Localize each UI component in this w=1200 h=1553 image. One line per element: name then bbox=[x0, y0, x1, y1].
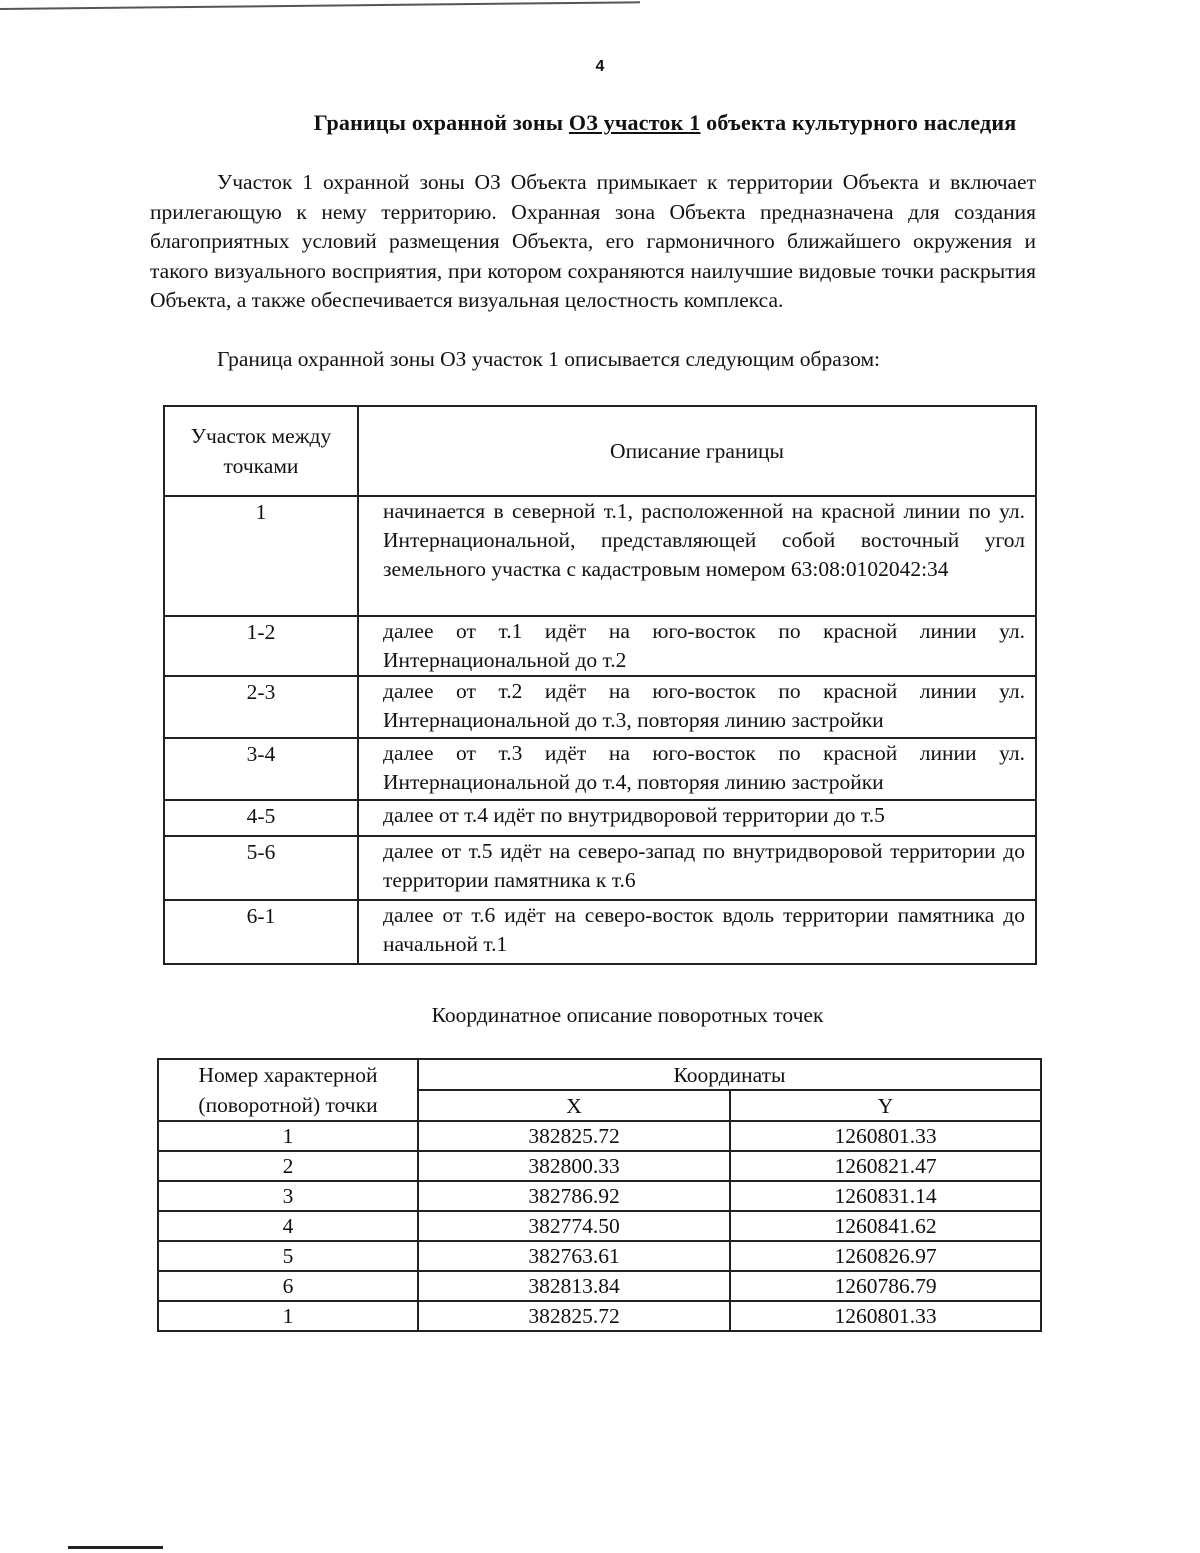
segment-cell: 2-3 bbox=[164, 676, 358, 738]
table-row bbox=[158, 1271, 1041, 1301]
table-row bbox=[158, 1241, 1041, 1271]
y-cell: 1260821.47 bbox=[730, 1151, 1041, 1181]
title-underlined: ОЗ участок 1 bbox=[568, 110, 701, 135]
title-part-2: объекта культурного наследия bbox=[700, 110, 1017, 135]
table-row bbox=[164, 836, 1036, 900]
y-header: Y bbox=[730, 1090, 1041, 1121]
boundary-table bbox=[163, 405, 1037, 965]
point-cell: 3 bbox=[158, 1181, 418, 1211]
coordinates-table bbox=[157, 1058, 1042, 1332]
segment-cell: 3-4 bbox=[164, 738, 358, 800]
y-cell: 1260826.97 bbox=[730, 1241, 1041, 1271]
table-row bbox=[158, 1151, 1041, 1181]
description-cell: далее от т.1 идёт на юго-восток по красной линии ул. Интернациональной до т.2 bbox=[358, 616, 1036, 676]
coordinates-header: Координаты bbox=[418, 1059, 1041, 1090]
table-row bbox=[164, 800, 1036, 836]
description-cell: далее от т.4 идёт по внутридворовой территории до т.5 bbox=[358, 800, 1036, 836]
table-row bbox=[164, 616, 1036, 676]
description-paragraph: Участок 1 охранной зоны ОЗ Объекта примыкает к территории Объекта и включает прилегающую к нему территорию. Охранная зона Объекта предназначена для создания благоприятных условий размещения Объекта, его гармоничного ближайшего окружения и такого визуального восприятия, при котором сохраняются наилучшие видовые точки раскрытия Объекта, а также обеспечивается визуальная целостность комплекса. bbox=[150, 170, 1036, 312]
x-cell: 382825.72 bbox=[418, 1121, 730, 1151]
description-cell: далее от т.2 идёт на юго-восток по красной линии ул. Интернациональной до т.3, повторяя линию застройки bbox=[358, 676, 1036, 738]
segment-cell: 1-2 bbox=[164, 616, 358, 676]
segment-cell: 5-6 bbox=[164, 836, 358, 900]
segment-cell: 4-5 bbox=[164, 800, 358, 836]
table-row bbox=[164, 738, 1036, 800]
table-row bbox=[164, 676, 1036, 738]
point-cell: 5 bbox=[158, 1241, 418, 1271]
y-cell: 1260831.14 bbox=[730, 1181, 1041, 1211]
table-row bbox=[164, 900, 1036, 964]
description-header: Описание границы bbox=[358, 406, 1036, 496]
x-cell: 382800.33 bbox=[418, 1151, 730, 1181]
point-cell: 1 bbox=[158, 1121, 418, 1151]
x-cell: 382774.50 bbox=[418, 1211, 730, 1241]
table-row bbox=[164, 496, 1036, 616]
scan-edge-line bbox=[68, 1546, 163, 1549]
description-cell: начинается в северной т.1, расположенной на красной линии по ул. Интернациональной, представляющей собой восточный угол земельного участка с кадастровым номером 63:08:0102042:34 bbox=[358, 496, 1036, 616]
segment-header: Участок между точками bbox=[164, 406, 358, 496]
title-part-1: Границы охранной зоны bbox=[313, 110, 569, 135]
point-header: Номер характерной (поворотной) точки bbox=[158, 1059, 418, 1121]
scan-edge-line bbox=[0, 1, 640, 10]
page-number: 4 bbox=[595, 58, 605, 75]
segment-cell: 1 bbox=[164, 496, 358, 616]
y-cell: 1260786.79 bbox=[730, 1271, 1041, 1301]
page-title bbox=[150, 110, 1180, 136]
y-cell: 1260801.33 bbox=[730, 1301, 1041, 1331]
coordinates-header-row bbox=[158, 1059, 1041, 1090]
description-cell: далее от т.3 идёт на юго-восток по красной линии ул. Интернациональной до т.4, повторяя линию застройки bbox=[358, 738, 1036, 800]
boundary-intro: Граница охранной зоны ОЗ участок 1 описывается следующим образом: bbox=[217, 347, 881, 371]
table-row bbox=[158, 1211, 1041, 1241]
segment-cell: 6-1 bbox=[164, 900, 358, 964]
table-row bbox=[158, 1121, 1041, 1151]
x-cell: 382763.61 bbox=[418, 1241, 730, 1271]
x-cell: 382825.72 bbox=[418, 1301, 730, 1331]
y-cell: 1260841.62 bbox=[730, 1211, 1041, 1241]
x-cell: 382786.92 bbox=[418, 1181, 730, 1211]
point-cell: 1 bbox=[158, 1301, 418, 1331]
boundary-table-header bbox=[164, 406, 1036, 496]
x-header: X bbox=[418, 1090, 730, 1121]
description-cell: далее от т.6 идёт на северо-восток вдоль территории памятника до начальной т.1 bbox=[358, 900, 1036, 964]
table-row bbox=[158, 1181, 1041, 1211]
point-cell: 2 bbox=[158, 1151, 418, 1181]
point-cell: 4 bbox=[158, 1211, 418, 1241]
y-cell: 1260801.33 bbox=[730, 1121, 1041, 1151]
table-row bbox=[158, 1301, 1041, 1331]
x-cell: 382813.84 bbox=[418, 1271, 730, 1301]
description-cell: далее от т.5 идёт на северо-запад по внутридворовой территории до территории памятника к т.6 bbox=[358, 836, 1036, 900]
coordinates-caption: Координатное описание поворотных точек bbox=[431, 1003, 824, 1027]
point-cell: 6 bbox=[158, 1271, 418, 1301]
